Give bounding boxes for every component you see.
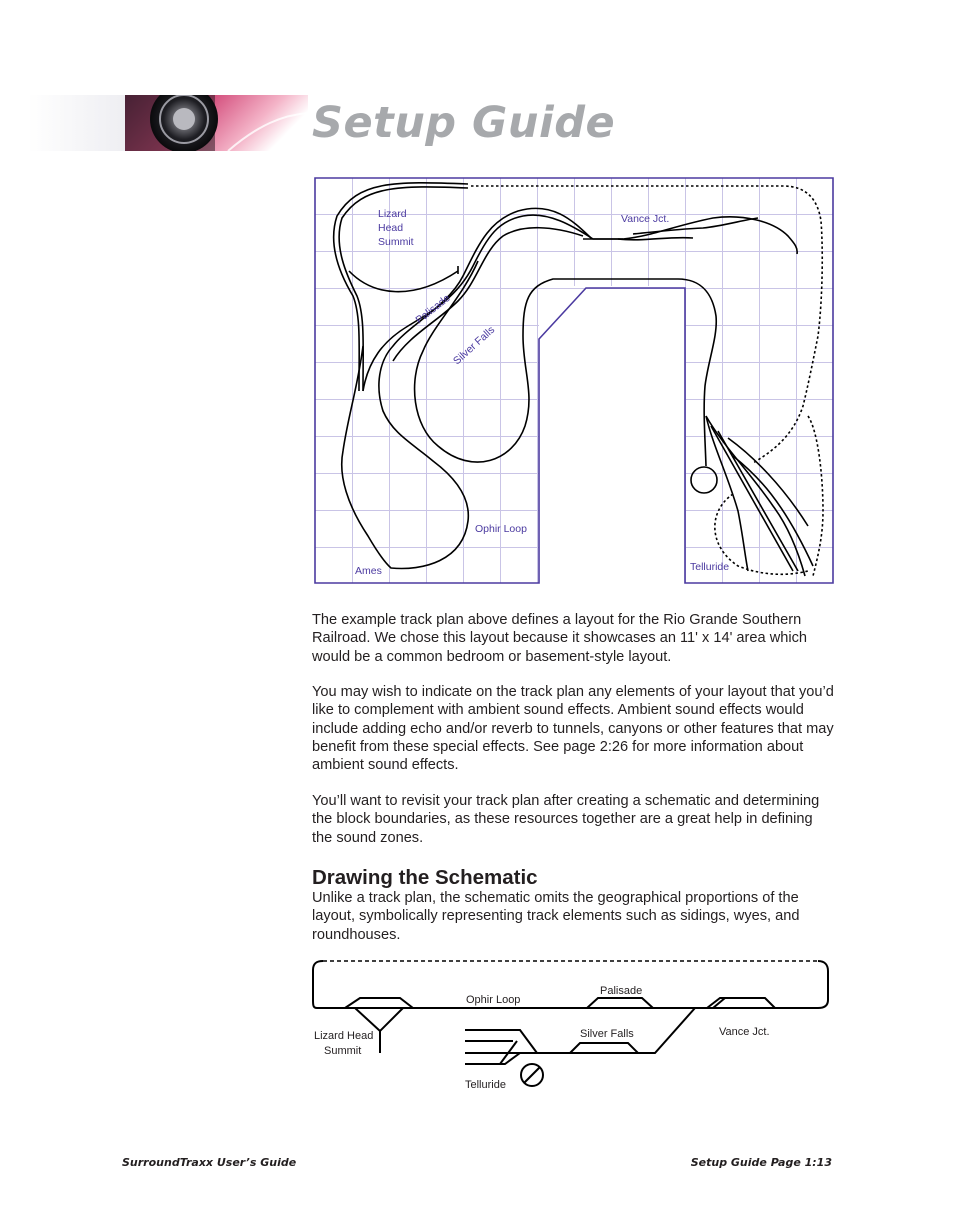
- schematic-staging-loop: [313, 961, 323, 1008]
- label-silver-falls: Silver Falls: [450, 323, 498, 368]
- body-paragraph-1: The example track plan above defines a layout for the Rio Grande Southern Railroad. We chose this layout because it showcases an 11' x 14' area which would be a common bedroom or basement-style layout.: [312, 612, 808, 665]
- schematic-label-lizard-1: Lizard Head: [314, 1030, 374, 1042]
- header-banner: [28, 95, 308, 151]
- schematic-label-telluride: Telluride: [465, 1079, 506, 1091]
- page-title: Setup Guide: [312, 98, 616, 148]
- body-paragraph-2: You may wish to indicate on the track plan any elements of your layout that you’d like to complement with ambient sound effects. Ambient sound effects would include adding echo and/or reverb to tunnels, canyons or other features that may benefit from these special effects. See page 2:26 for more information about ambient sound effects.: [312, 684, 834, 774]
- schematic-label-vance-jct: Vance Jct.: [719, 1026, 770, 1038]
- staging-dotted: [471, 186, 823, 576]
- track-plan-figure: [313, 176, 835, 586]
- schematic-label-ophir-loop: Ophir Loop: [466, 994, 521, 1006]
- footer-guide-title: SurroundTraxx User’s Guide: [122, 1156, 297, 1169]
- turntable-icon: [691, 467, 717, 493]
- label-vance-jct: Vance Jct.: [621, 213, 670, 225]
- section-heading: Drawing the Schematic: [312, 866, 538, 889]
- schematic-label-palisade: Palisade: [600, 985, 643, 997]
- label-telluride: Telluride: [690, 561, 730, 573]
- footer-page-number: Setup Guide Page 1:13: [690, 1156, 832, 1169]
- label-lizard-2: Head: [378, 222, 404, 234]
- label-lizard-1: Lizard: [378, 208, 407, 220]
- schematic-figure: [305, 955, 835, 1095]
- schematic-label-lizard-2: Summit: [324, 1045, 362, 1057]
- label-palisade: Palisade: [413, 292, 453, 327]
- body-paragraph-3: You’ll want to revisit your track plan after creating a schematic and determining the block boundaries, as these resources together are a great help in defining the sound zones.: [312, 793, 820, 846]
- schematic-label-silver-falls: Silver Falls: [580, 1028, 634, 1040]
- label-ophir-loop: Ophir Loop: [475, 523, 527, 535]
- label-ames: Ames: [355, 565, 382, 577]
- body-paragraph-4: Unlike a track plan, the schematic omits the geographical proportions of the layout, symbolically representing track elements such as sidings, wyes, and roundhouses.: [312, 890, 800, 943]
- label-lizard-3: Summit: [378, 236, 414, 248]
